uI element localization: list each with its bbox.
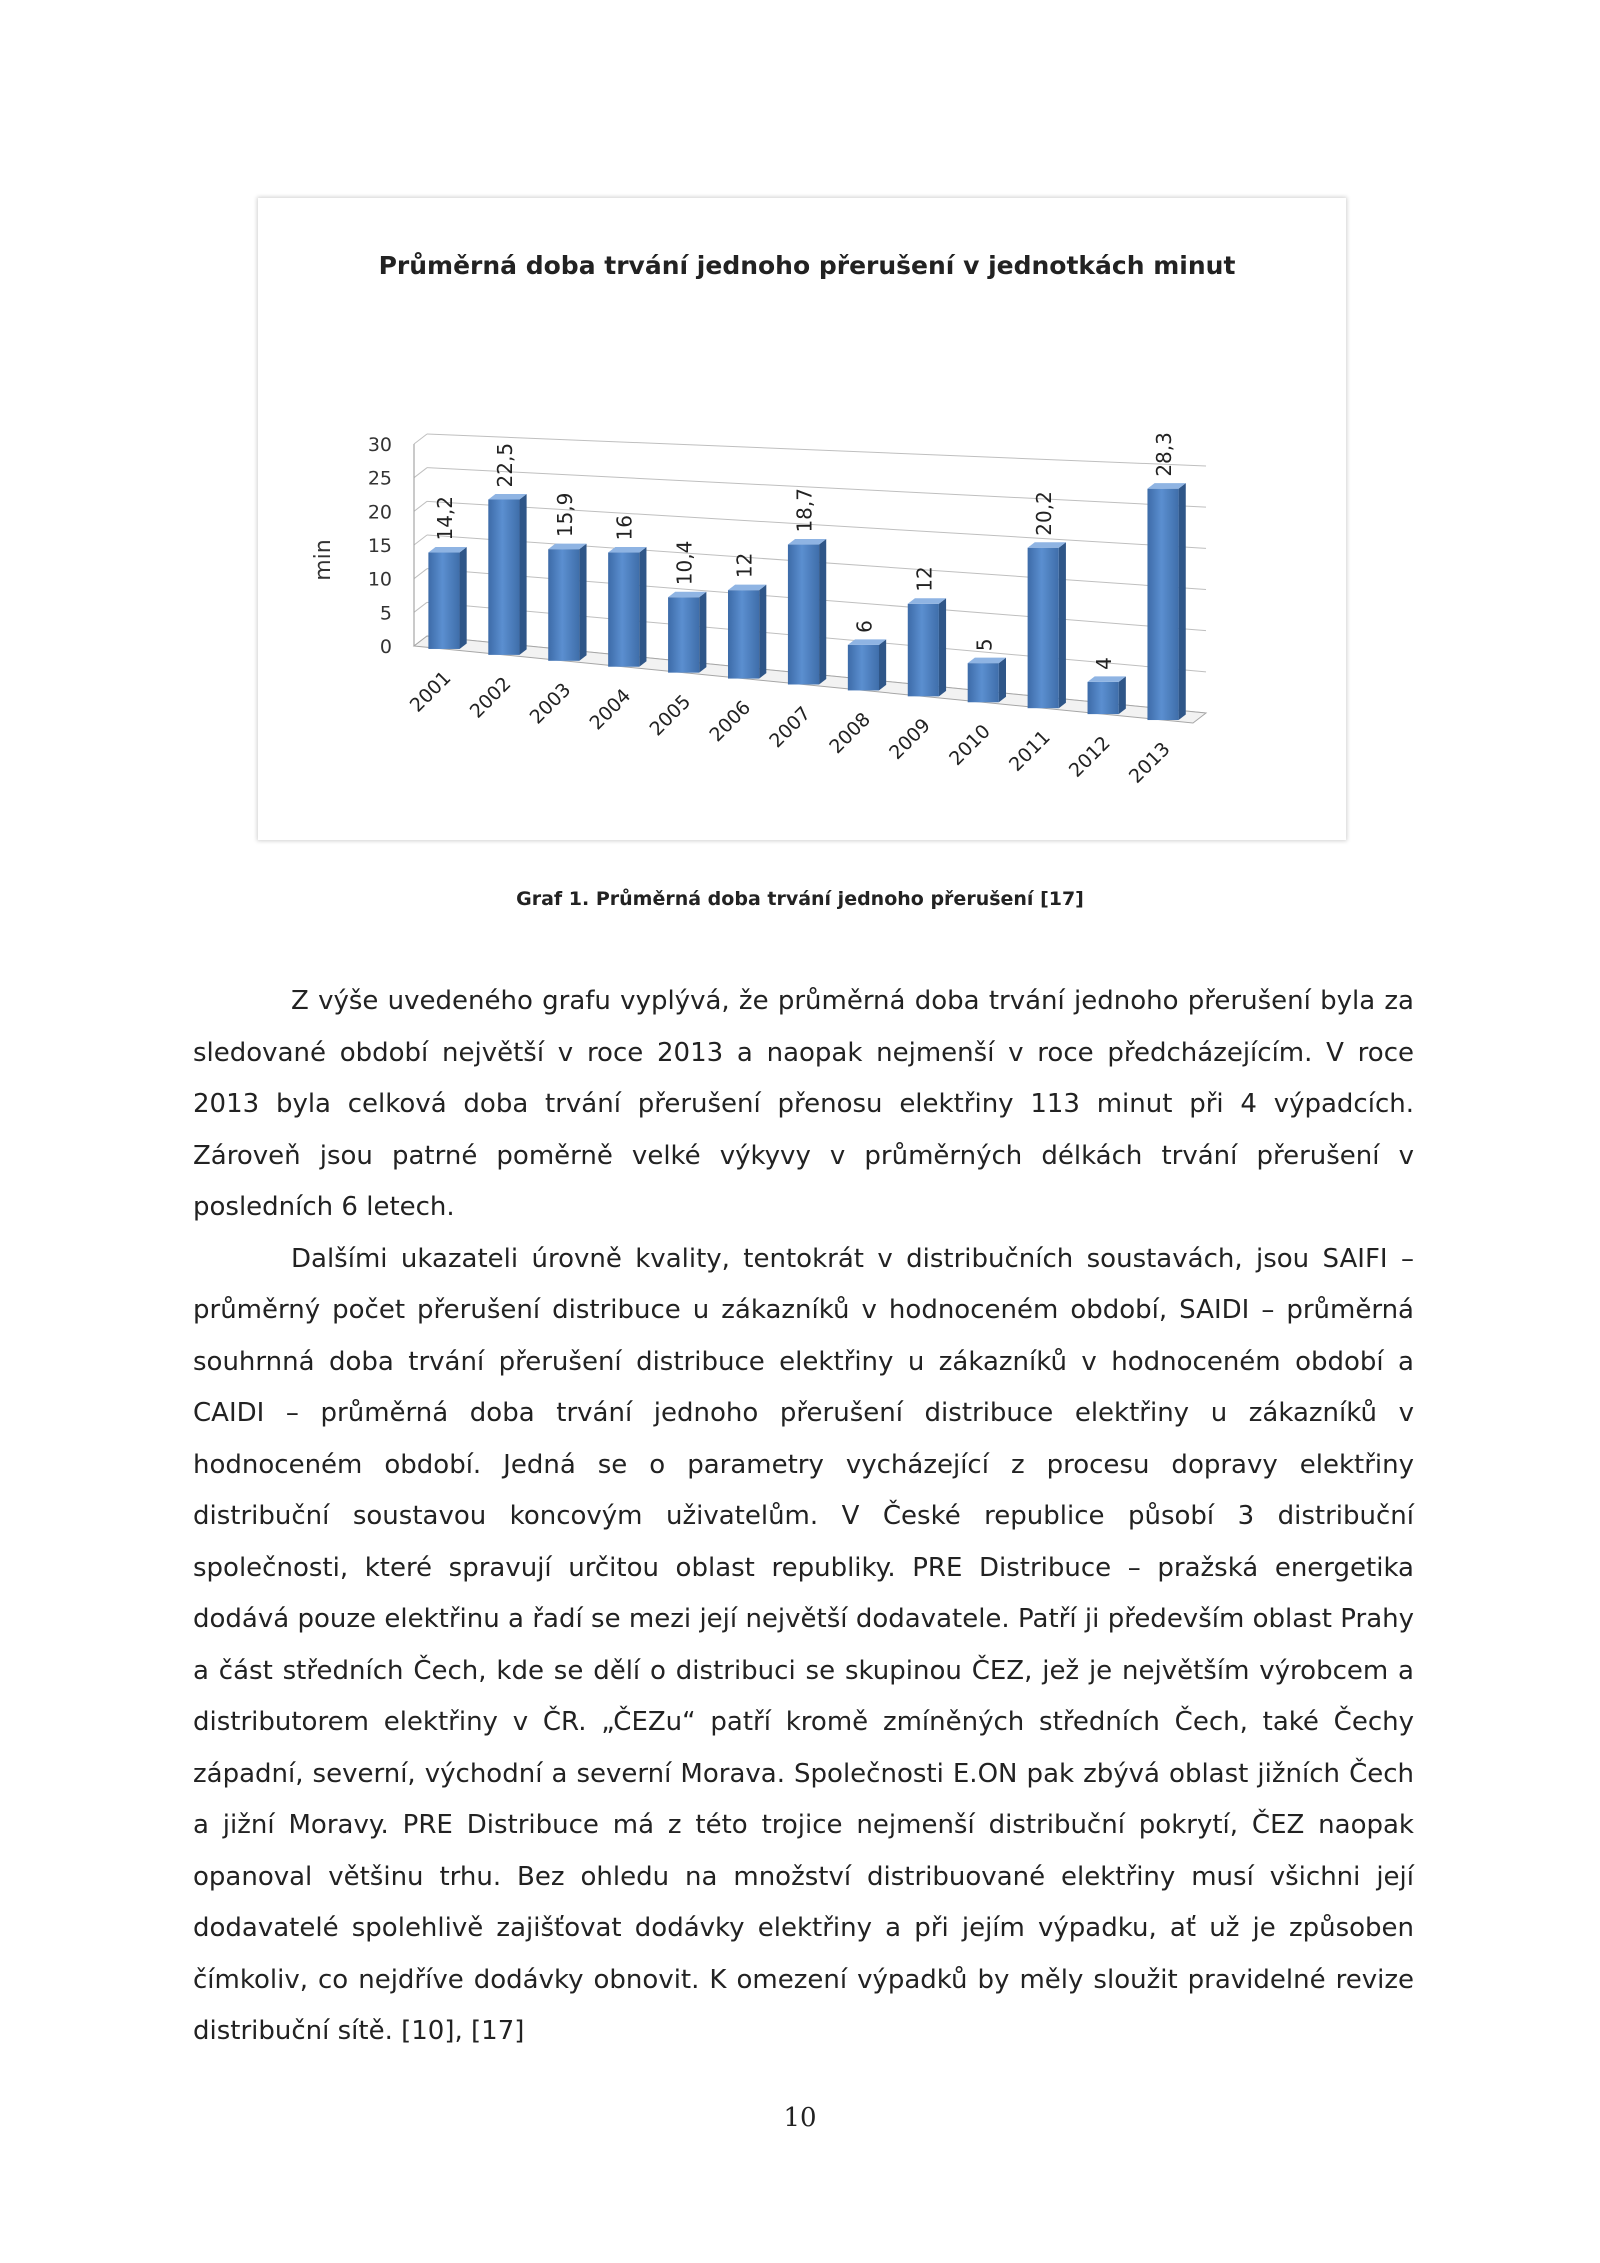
bar-side <box>1179 483 1186 720</box>
bar <box>428 553 459 649</box>
y-tick-label: 10 <box>367 568 392 591</box>
bar-side <box>999 658 1006 703</box>
y-tick-label: 20 <box>367 501 392 524</box>
y-axis-label: min <box>311 539 336 581</box>
y-tick-label: 5 <box>379 602 392 625</box>
paragraph-2: Dalšími ukazateli úrovně kvality, tentokrát v distribučních soustavách, jsou SAIFI – průměrný počet přerušení distribuce u zákazníků v hodnoceném období, SAIDI – průměrná souhrnná doba trvání přerušení distribuce elektřiny u zákazníků v hodnoceném období a CAIDI – průměrná doba trvání jednoho přerušení distribuce elektřiny u zákazníků v hodnoceném období. Jedná se o parametry vycházející z procesu dopravy elektřiny distribuční soustavou koncovým uživatelům. V České republice působí 3 distribuční společnosti, které spravují určitou oblast republiky. PRE Distribuce – pražská energetika dodává pouze elektřinu a řadí se mezi její největší dodavatele. Patří ji především oblast Prahy a část středních Čech, kde se dělí o distribuci se skupinou ČEZ, jež je největším výrobcem a distributorem elektřiny v ČR. „ČEZu“ patří kromě zmíněných středních Čech, také Čechy západní, severní, východní a severní Morava. Společnosti E.ON pak zbývá oblast jižních Čech a jižní Moravy. PRE Distribuce má z této trojice nejmenší distribuční pokrytí, ČEZ naopak opanoval většinu trhu. Bez ohledu na množství distribuované elektřiny musí všichni její dodavatelé spolehlivě zajišťovat dodávky elektřiny a při jejím výpadku, ať už je způsoben čímkoliv, co nejdříve dodávky obnovit. K omezení výpadků by měly sloužit pravidelné revize distribuční sítě. [10], [17] <box>193 1243 1414 2046</box>
data-label: 16 <box>612 515 637 541</box>
x-tick-label: 2001 <box>405 666 456 717</box>
gridline-side <box>414 569 427 579</box>
data-label: 5 <box>972 638 997 652</box>
bar <box>1147 489 1178 720</box>
page-number: 10 <box>783 2103 817 2133</box>
gridline-side <box>414 535 427 545</box>
x-tick-label: 2004 <box>585 684 636 735</box>
data-label: 20,2 <box>1032 491 1057 536</box>
x-tick-label: 2006 <box>705 696 756 747</box>
x-tick-label: 2009 <box>885 714 935 765</box>
bar-side <box>519 494 526 655</box>
x-tick-label: 2002 <box>465 672 516 723</box>
data-label: 12 <box>912 566 937 592</box>
bar-side <box>939 598 946 696</box>
data-label: 28,3 <box>1152 432 1177 477</box>
bar-side <box>1059 542 1066 708</box>
x-tick-label: 2005 <box>645 690 696 741</box>
bar <box>728 590 759 678</box>
plot-area <box>311 432 1206 788</box>
body-text <box>193 976 1414 2058</box>
gridline-side <box>414 602 427 612</box>
x-tick-label: 2013 <box>1124 738 1175 788</box>
data-label: 14,2 <box>432 495 457 541</box>
data-label: 15,9 <box>552 492 577 538</box>
data-label: 10,4 <box>672 540 697 586</box>
bar <box>968 663 999 702</box>
paragraph-1: Z výše uvedeného grafu vyplývá, že průměrná doba trvání jednoho přerušení byla za sledované období největší v roce 2013 a naopak nejmenší v roce předcházejícím. V roce 2013 byla celková doba trvání přerušení přenosu elektřiny 113 minut při 4 výpadcích. Zároveň jsou patrné poměrně velké výkyvy v průměrných délkách trvání přerušení v posledních 6 letech. <box>193 986 1414 1222</box>
figure-caption: Graf 1. Průměrná doba trvání jednoho přerušení [17] <box>516 888 1084 910</box>
bar <box>548 549 579 661</box>
gridline-side <box>414 434 427 444</box>
bar-side <box>699 592 706 673</box>
gridline-side <box>414 501 427 511</box>
y-tick-label: 25 <box>367 467 392 490</box>
data-label: 12 <box>732 552 757 579</box>
bar <box>488 499 519 654</box>
data-label: 6 <box>852 620 877 633</box>
gridline <box>427 434 1206 466</box>
bar <box>1088 682 1119 714</box>
data-label: 4 <box>1092 657 1117 670</box>
bar <box>608 553 639 667</box>
bar-side <box>819 539 826 684</box>
y-tick-label: 30 <box>367 434 392 456</box>
bar <box>1028 548 1059 708</box>
x-tick-label: 2008 <box>825 708 875 759</box>
bar-side <box>460 547 467 649</box>
x-tick-label: 2007 <box>765 702 816 753</box>
bar-side <box>1119 676 1126 714</box>
bar-side <box>639 547 646 667</box>
gridline-side <box>414 468 427 478</box>
x-tick-label: 2010 <box>945 720 995 770</box>
x-tick-label: 2003 <box>525 678 576 729</box>
chart-container <box>258 198 1346 840</box>
y-tick-label: 15 <box>367 535 392 557</box>
bar <box>788 545 819 685</box>
gridline <box>427 468 1206 508</box>
bar <box>668 597 699 672</box>
bar-side <box>579 544 586 661</box>
y-tick-label: 0 <box>379 636 392 658</box>
data-label: 18,7 <box>792 488 817 533</box>
chart-title: Průměrná doba trvání jednoho přerušení v jednotkách minut <box>378 251 1236 280</box>
bar-chart <box>258 198 1346 840</box>
data-label: 22,5 <box>492 442 517 488</box>
bar <box>908 604 939 697</box>
bar <box>848 645 879 691</box>
bar-side <box>879 639 886 690</box>
x-tick-label: 2011 <box>1004 726 1055 776</box>
x-tick-label: 2012 <box>1064 732 1115 782</box>
bar-side <box>759 585 766 679</box>
